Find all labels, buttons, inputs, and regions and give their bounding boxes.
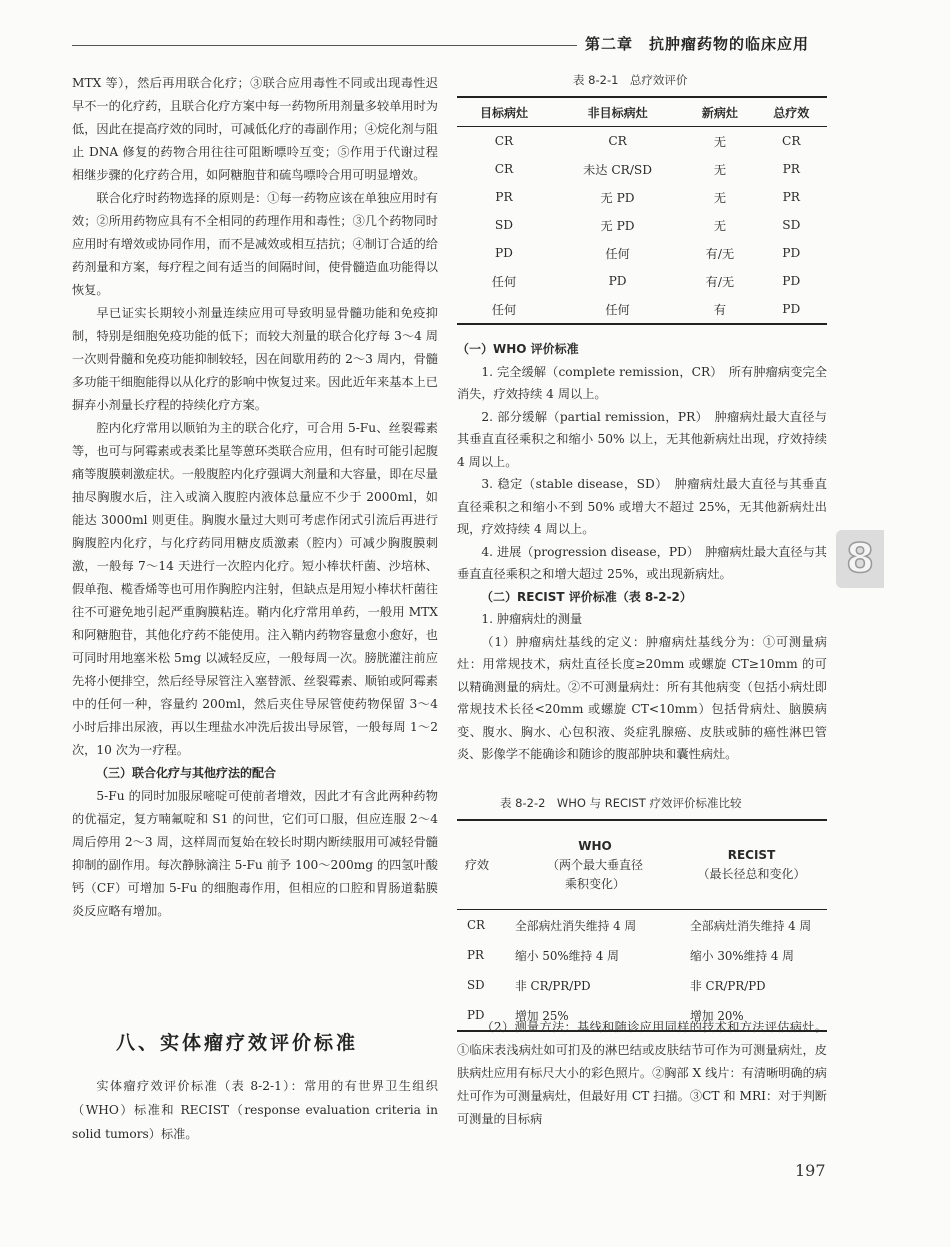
- paragraph: 5-Fu 的同时加服尿嘧啶可使前者增效，因此才有含此两种药物的优福定，复方喃氟啶和 S1 的问世，它们可口服，但应连服 2～4 周后停用 2～3 周，这样周而复始在较长时期内断续服用可减轻骨髓抑制的副作用。每次静脉滴注 5-Fu 前予 100～200mg 的四氢叶酸钙（CF）可增加 5-Fu 的细胞毒作用，但相应的口腔和胃肠道黏膜炎反应略有增加。: [72, 789, 438, 918]
- who-header-title: WHO: [578, 838, 612, 853]
- table-cell: PD: [608, 274, 627, 288]
- paragraph: （2）测量方法：基线和随诊应用同样的技术和方法评估病灶。①临床表浅病灶如可扪及的淋巴结或皮肤结节可作为可测量病灶，皮肤病灶应用有标尺大小的彩色照片。②胸部 X 线片：有清晰明确的病灶可作为可测量病灶，但最好用 CT 扫描。③CT 和 MRI：对于判断可测量的目标病: [457, 1020, 827, 1126]
- column-header-who: [514, 820, 676, 910]
- section-heading: 八、实体瘤疗效评价标准: [116, 1032, 359, 1054]
- table-cell: PR: [467, 948, 484, 962]
- table-cell: 无: [713, 218, 726, 233]
- table-cell: PD: [494, 246, 513, 260]
- table-cell: CR: [494, 162, 514, 176]
- paragraph: MTX 等），然后再用联合化疗；③联合应用毒性不同或出现毒性迟早不一的化疗药，且联合化疗方案中每一药物所用剂量多较单用时为低，因此在提高疗效的同时，可减低化疗的毒副作用；④烷化剂与阻止 DNA 修复的药物合用往往可阻断嘌呤互变；⑤作用于代谢过程相继步骤的化疗药合用，如阿糖胞苷和硫鸟嘌呤合用可明显增效。: [72, 76, 438, 182]
- table-cell: CR: [782, 134, 801, 148]
- paragraph: 4. 进展（progression disease，PD） 肿瘤病灶最大直径与其垂直直径乘积之和增大超过 25%，或出现新病灶。: [457, 544, 827, 581]
- who-recist-comparison-table: [457, 819, 827, 1032]
- table-caption: 表 8-2-2 WHO 与 RECIST 疗效评价标准比较: [500, 796, 742, 810]
- column-header: 目标病灶: [457, 97, 551, 127]
- right-column-upper: [457, 338, 827, 766]
- table-cell: SD: [782, 218, 801, 232]
- column-header-recist: [676, 820, 827, 910]
- paragraph: 实体瘤疗效评价标准（表 8-2-1）：常用的有世界卫生组织（WHO）标准和 RECIST（response evaluation criteria in solid tumors）标准。: [72, 1079, 438, 1141]
- table-cell: 全部病灶消失维持 4 周: [515, 918, 637, 933]
- table-cell: 非 CR/PR/PD: [690, 978, 766, 993]
- table-cell: 任何: [491, 274, 517, 289]
- table-row: [457, 127, 827, 156]
- table-cell: 增加 25%: [514, 1000, 676, 1031]
- column-header: 新病灶: [684, 97, 755, 127]
- left-column: [72, 72, 438, 923]
- who-header-sub2: 乘积变化）: [564, 876, 625, 891]
- overall-response-table: [457, 96, 827, 325]
- chapter-header-title: 第二章 抗肿瘤药物的临床应用: [585, 35, 810, 53]
- table-cell: 未达 CR/SD: [583, 162, 653, 177]
- who-header-sub1: （两个最大垂直径: [546, 857, 643, 872]
- subsection-heading: （三）联合化疗与其他疗法的配合: [96, 766, 277, 780]
- table-row: [457, 183, 827, 211]
- recist-header-sub: （最长径总和变化）: [697, 867, 806, 881]
- column-header: 疗效: [457, 820, 514, 910]
- subsection-heading: （二）RECIST 评价标准（表 8-2-2）: [481, 589, 692, 604]
- paragraph: 2. 部分缓解（partial remission，PR） 肿瘤病灶最大直径与其垂直直径乘积之和缩小 50% 以上，无其他新病灶出现，疗效持续 4 周以上。: [457, 409, 827, 469]
- table-cell: 有: [684, 295, 755, 324]
- table-row: [457, 940, 827, 970]
- paragraph: 1. 肿瘤病灶的测量: [481, 612, 583, 626]
- paragraph: 早已证实长期较小剂量连续应用可导致明显骨髓功能和免疫抑制，特别是细胞免疫功能的低下；而较大剂量的联合化疗每 3～4 周一次则骨髓和免疫功能抑制较轻，因在间歇用药的 2～3 周内，骨髓多功能干细胞能得以从化疗的影响中恢复过来。因此近年来基本上已摒弃小剂量长疗程的持续化疗方案。: [72, 306, 438, 412]
- table-row: [457, 970, 827, 1000]
- table-cell: 无 PD: [600, 190, 635, 205]
- table-cell: SD: [494, 218, 514, 232]
- table-cell: PR: [782, 162, 800, 176]
- table-cell: CR: [608, 134, 627, 148]
- table-cell: SD: [467, 978, 485, 992]
- table-row: [457, 239, 827, 267]
- page-number: 197: [795, 1161, 826, 1180]
- chapter-tab-marker: [836, 530, 884, 588]
- table-cell: 全部病灶消失维持 4 周: [690, 918, 812, 933]
- table-caption: 表 8-2-1 总疗效评价: [573, 73, 688, 87]
- table-cell: 无: [713, 134, 726, 149]
- chapter-tab-number: 8: [846, 536, 874, 582]
- table-cell: 增加 20%: [676, 1000, 827, 1031]
- table-cell: PD: [457, 1000, 514, 1031]
- subsection-heading: （一）WHO 评价标准: [457, 342, 579, 356]
- table-cell: 缩小 50%维持 4 周: [515, 948, 619, 963]
- table-cell: 任何: [605, 246, 630, 261]
- table-cell: 无: [713, 190, 726, 205]
- table-row: [457, 295, 827, 324]
- paragraph: 3. 稳定（stable disease，SD） 肿瘤病灶最大直径与其垂直直径乘积之和缩小不到 50% 或增大不超过 25%，无其他新病灶出现，疗效持续 4 周以上。: [457, 477, 827, 536]
- paragraph: 腔内化疗常用以顺铂为主的联合化疗，可合用 5-Fu、丝裂霉素等，也可与阿霉素或表柔比星等蒽环类联合应用，但有时可能引起腹痛等腹膜刺激症状。一般腹腔内化疗强调大剂量和大容量，即在尽量抽尽胸腹水后，注入或滴入腹腔内液体总量应不少于 2000ml，如能达 3000ml 则更佳。胸腹水量过大则可考虑作闭式引流后再进行胸腹腔内化疗，与化疗药同用糖皮质激素（腔内）可减少胸腹膜刺激，一般每 7～14 天进行一次腔内化疗。短小棒状杆菌、沙培林、假单孢、榄香烯等也可用作胸腔内注射，但缺点是用短小棒状杆菌往往不可避免地引起严重胸膜粘连。鞘内化疗常用单药，一般用 MTX 和阿糖胞苷，其他化疗药不能使用。注入鞘内药物容量愈小愈好，也可同时用地塞米松 5mg 以减轻反应，一般每周一次。膀胱灌注前应先将小便排空，然后经导尿管注入塞替派、丝裂霉素、顺铂或阿霉素中的任何一种，容量约 200ml，然后夹住导尿管使药物保留 3～4 小时后排出尿液，再以生理盐水冲洗后拔出导尿管，一般每周 1～2 次，10 次为一疗程。: [72, 421, 438, 757]
- table-row: [457, 267, 827, 295]
- table-header-row: [457, 97, 827, 127]
- header-rule: [72, 45, 577, 46]
- paragraph: 1. 完全缓解（complete remission，CR） 所有肿瘤病变完全消失，疗效持续 4 周以上。: [457, 364, 827, 401]
- table-cell: 非 CR/PR/PD: [515, 978, 591, 993]
- paragraph: （1）肿瘤病灶基线的定义：肿瘤病灶基线分为：①可测量病灶：用常规技术，病灶直径长度≥20mm 或螺旋 CT≥10mm 的可以精确测量的病灶。②不可测量病灶：所有其他病变（包括小病灶即常规技术长径<20mm 或螺旋 CT<10mm）包括骨病灶、脑膜病变、腹水、胸水、心包积液、炎症乳腺癌、皮肤或肺的癌性淋巴管炎、影像学不能确诊和随诊的腹部肿块和囊性病灶。: [457, 634, 827, 761]
- table-row: [457, 211, 827, 239]
- right-column-lower: [457, 1016, 827, 1131]
- table-cell: PD: [756, 295, 827, 324]
- paragraph: 联合化疗时药物选择的原则是：①每一药物应该在单独应用时有效；②所用药物应具有不全相同的药理作用和毒性；③几个药物同时应用时有增效或协同作用，而不是减效或相互拮抗；④制订合适的给药剂量和方案，每疗程之间有适当的间隔时间，使骨髓造血功能得以恢复。: [72, 191, 438, 297]
- table-cell: CR: [494, 134, 514, 148]
- table-cell: 无: [713, 162, 726, 177]
- table-cell: 有/无: [705, 246, 735, 261]
- column-header: 非目标病灶: [551, 97, 684, 127]
- table-row: [457, 155, 827, 183]
- table-cell: CR: [467, 918, 485, 932]
- table-cell: PR: [782, 190, 800, 204]
- table-cell: 任何: [551, 295, 684, 324]
- table-cell: PR: [495, 190, 513, 204]
- table-header-row: [457, 820, 827, 910]
- table-cell: PD: [782, 274, 801, 288]
- table-cell: 有/无: [705, 274, 735, 289]
- table-row: [457, 910, 827, 941]
- table-cell: PD: [782, 246, 801, 260]
- table-cell: 缩小 30%维持 4 周: [690, 948, 794, 963]
- table-cell: 无 PD: [600, 218, 635, 233]
- left-bottom-text: [72, 1074, 438, 1146]
- column-header: 总疗效: [756, 97, 827, 127]
- recist-header-title: RECIST: [727, 848, 776, 862]
- table-cell: 任何: [457, 295, 551, 324]
